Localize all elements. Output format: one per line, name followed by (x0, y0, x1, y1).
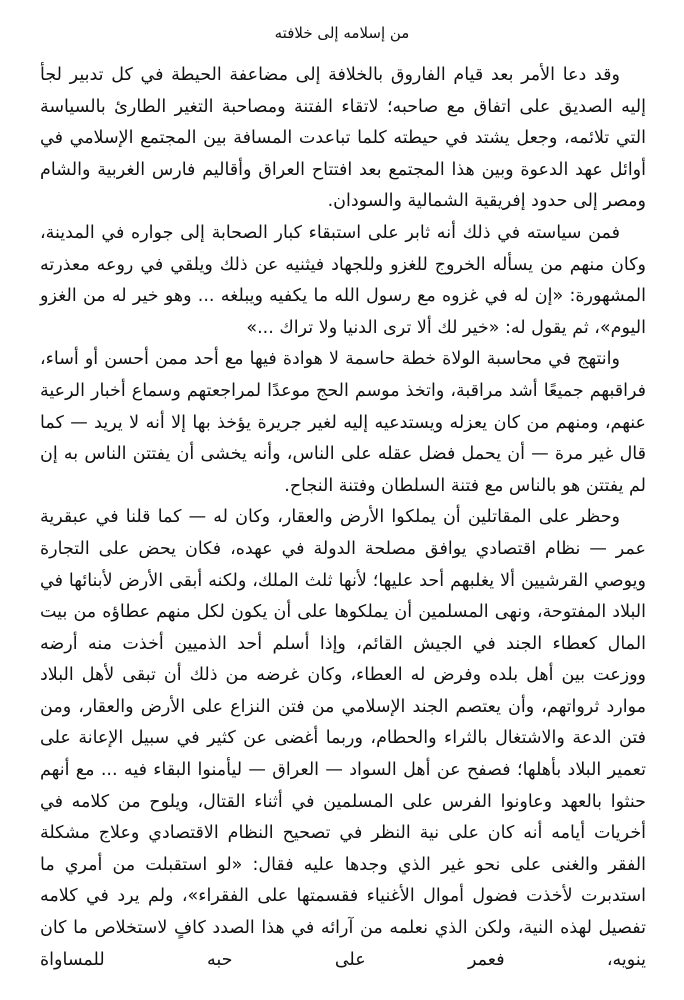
running-header: من إسلامه إلى خلافته (274, 24, 410, 42)
paragraph: وانتهج في محاسبة الولاة خطة حاسمة لا هوادة فيها مع أحد ممن أحسن أو أساء، فراقبهم جميعًا أشد مراقبة، واتخذ موسم الحج موعدًا لمراجعتهم وسماع أخبار الرعية عنهم، ومنهم من كان يعزله ويستدعيه إليه لغير جريرة يؤخذ بها إلا أنه لا يريد — كما قال غير مرة — أن يحمل فضل عقله على الناس، وأنه يخشى أن يفتتن الناس به إن لم يفتتن هو بالناس مع فتنة السلطان وفتنة النجاح. (40, 349, 646, 496)
paragraph: وقد دعا الأمر بعد قيام الفاروق بالخلافة إلى مضاعفة الحيطة في كل تدبير لجأ إليه الصديق على اتفاق مع صاحبه؛ لاتقاء الفتنة ومصاحبة التغير الطارئ بالسياسة التي تلائمه، وجعل يشتد في حيطته كلما تباعدت المسافة بين المجتمع الإسلامي في أوائل عهد الدعوة وبين هذا المجتمع بعد افتتاح العراق وأقاليم فارس الغربية والشام ومصر إلى حدود إفريقية الشمالية والسودان. (40, 65, 646, 212)
paragraph: فمن سياسته في ذلك أنه ثابر على استبقاء كبار الصحابة إلى جواره في المدينة، وكان منهم من يسأله الخروج للغزو وللجهاد فيثنيه عن ذلك ويلقي في روعه معذرته المشهورة: «إن له في غزوه مع رسول الله ما يكفيه ويبلغه ... وهو خير له من الغزو اليوم»، ثم يقول له: «خير لك ألا ترى الدنيا ولا تراك ...» (40, 222, 646, 338)
paragraph: وحظر على المقاتلين أن يملكوا الأرض والعقار، وكان له — كما قلنا في عبقرية عمر — نظام اقتصادي يوافق مصلحة الدولة في عهده، فكان يحض على التجارة ويوصي القرشيين ألا يغلبهم أحد عليها؛ لأنها ثلث الملك، ولكنه أبقى الأرض لأبنائها في البلاد المفتوحة، ونهى المسلمين أن يملكوها على أن يكون لكل منهم عطاؤه من بيت المال كعطاء الجند في الجيش القائم، وإذا أسلم أحد الذميين أخذت منه أرضه ووزعت بين أهل بلده وفرض له العطاء، وكان غرضه من ذلك أن تبقى لأهل البلاد موارد ثرواتهم، وأن يعتصم الجند الإسلامي من فتن النزاع على الأرض والعقار، ومن فتن الدعة والاشتغال بالثراء والحطام، وربما أغضى عن كثير في سبيل الإعانة على تعمير البلاد بأهلها؛ فصفح عن أهل السواد — العراق — ليأمنوا البقاء فيه ... مع أنهم حنثوا بالعهد وعاونوا الفرس على المسلمين في أثناء القتال، ويلوح من كلامه في أخريات أيامه أنه كان على نية النظر في تصحيح النظام الاقتصادي وعلاج مشكلة الفقر والغنى على نحو غير الذي وجدها عليه فقال: «لو استقبلت من أمري ما استدبرت لأخذت فضول أموال الأغنياء فقسمتها على الفقراء»، ولم يرد في كلامه تفصيل لهذه النية، ولكن الذي نعلمه من آرائه في هذا الصدد كافٍ لاستخلاص ما كان ينويه، فعمر على حبه للمساواة (40, 507, 646, 970)
body-text (40, 60, 646, 976)
